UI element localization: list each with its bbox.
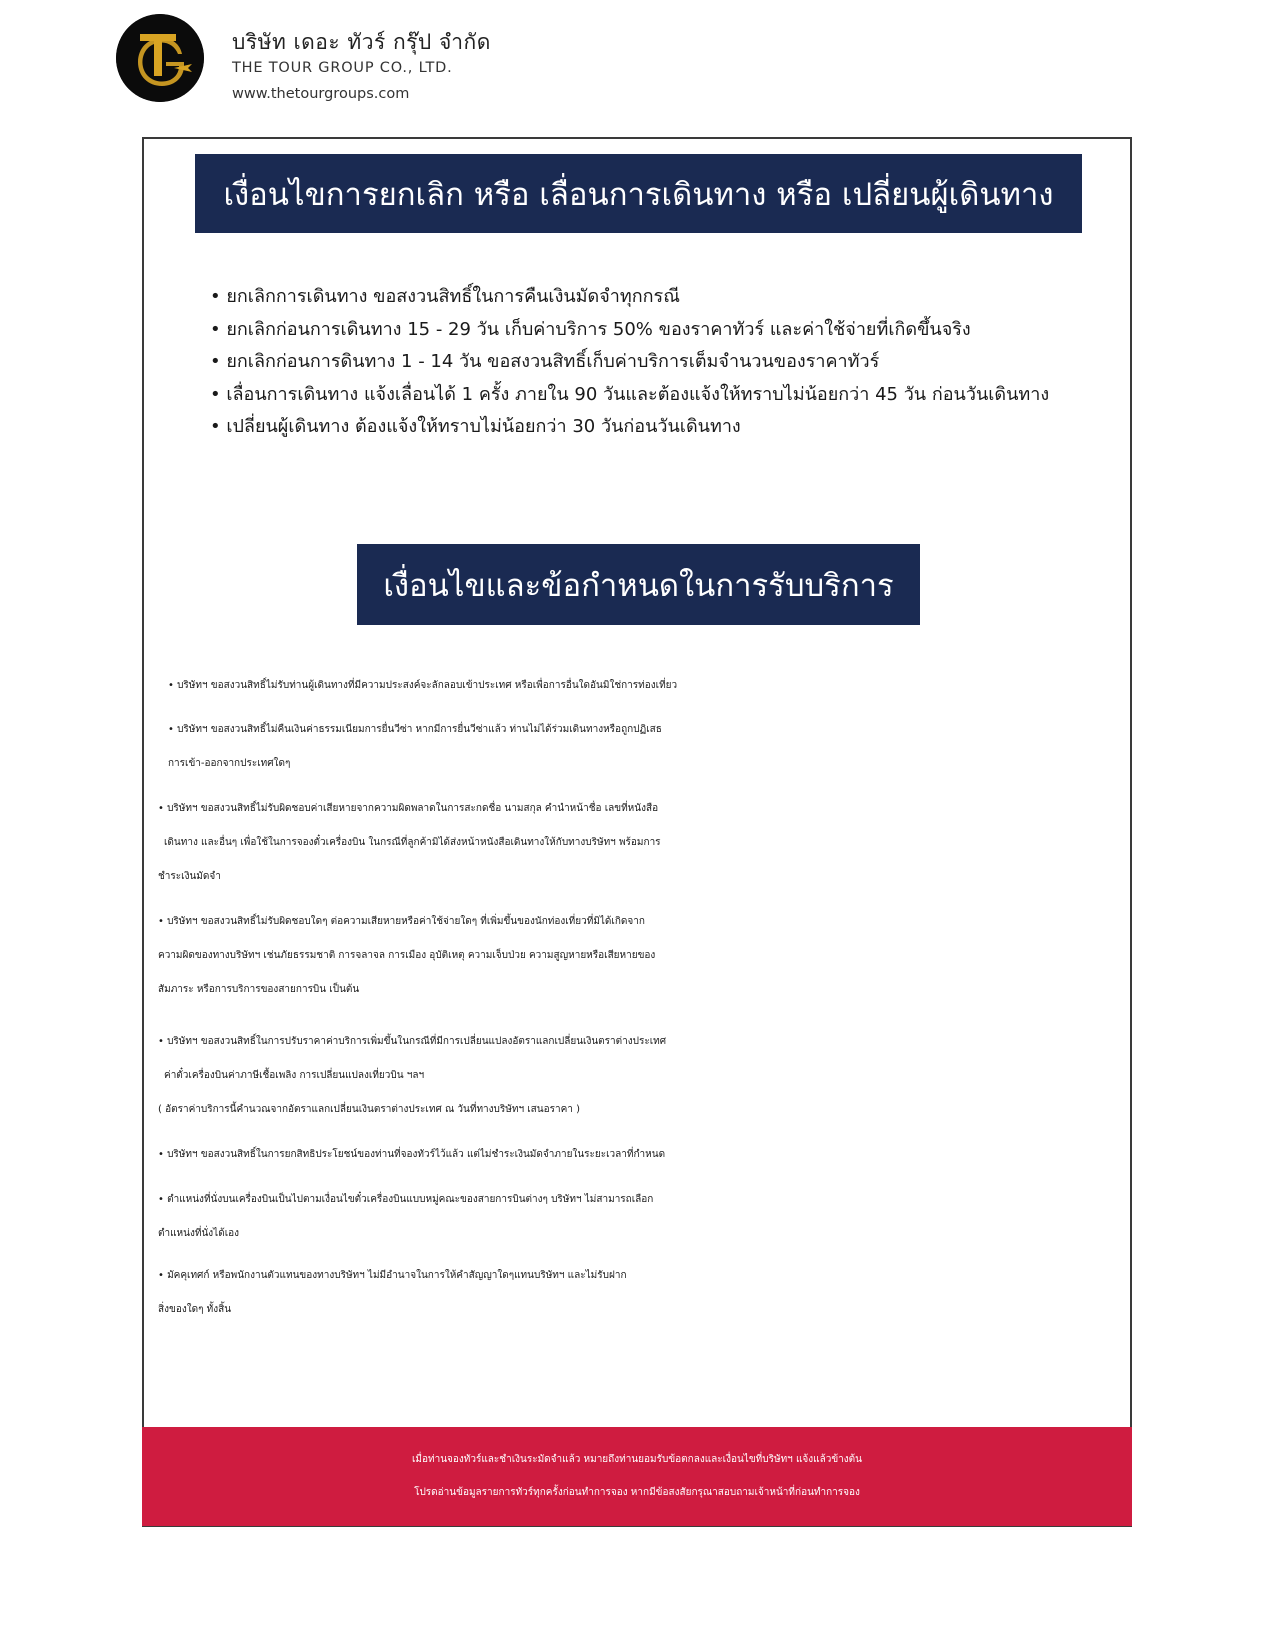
cancellation-title-banner <box>195 154 1082 233</box>
terms-list <box>158 669 1118 1327</box>
term-item <box>168 669 1118 703</box>
conditions-frame <box>142 137 1132 1527</box>
term-item <box>158 905 1118 1007</box>
term-line: ชำระเงินมัดจำ <box>158 871 221 882</box>
term-line: • บริษัทฯ ขอสงวนสิทธิ์ไม่คืนเงินค่าธรรมเนียมการยื่นวีซ่า หากมีการยื่นวีซ่าแล้ว ท่านไม่ได้ร่วมเดินทางหรือถูกปฏิเสธ <box>168 713 1118 747</box>
cancellation-title: เงื่อนไขการยกเลิก หรือ เลื่อนการเดินทาง หรือ เปลี่ยนผู้เดินทาง <box>223 176 1054 213</box>
term-line: • บริษัทฯ ขอสงวนสิทธิ์ในการยกสิทธิประโยชน์ของท่านที่จองทัวร์ไว้แล้ว แต่ไม่ชำระเงินมัดจำภายในระยะเวลาที่กำหนด <box>158 1138 1118 1172</box>
term-item <box>158 1183 1118 1251</box>
term-item <box>158 1025 1118 1127</box>
term-line: ( อัตราค่าบริการนี้คำนวณจากอัตราแลกเปลี่ยนเงินตราต่างประเทศ ณ วันที่ทางบริษัทฯ เสนอราคา ) <box>158 1104 580 1115</box>
term-line: • ตำแหน่งที่นั่งบนเครื่องบินเป็นไปตามเงื่อนไขตั๋วเครื่องบินแบบหมู่คณะของสายการบินต่างๆ บริษัทฯ ไม่สามารถเลือก <box>158 1183 1118 1217</box>
terms-title: เงื่อนไขและข้อกำหนดในการรับบริการ <box>383 567 894 604</box>
cancellation-item: • ยกเลิกก่อนการดินทาง 1 - 14 วัน ขอสงวนสิทธิ์เก็บค่าบริการเต็มจำนวนของราคาทัวร์ <box>210 346 1090 379</box>
cancellation-item: • เปลี่ยนผู้เดินทาง ต้องแจ้งให้ทราบไม่น้อยกว่า 30 วันก่อนวันเดินทาง <box>210 411 1090 444</box>
cancellation-item: • ยกเลิกก่อนการเดินทาง 15 - 29 วัน เก็บค่าบริการ 50% ของราคาทัวร์ และค่าใช้จ่ายที่เกิดขึ้นจริง <box>210 314 1090 347</box>
cancellation-item: • เลื่อนการเดินทาง แจ้งเลื่อนได้ 1 ครั้ง ภายใน 90 วันและต้องแจ้งให้ทราบไม่น้อยกว่า 45 วัน ก่อนวันเดินทาง <box>210 379 1090 412</box>
term-item <box>168 713 1118 781</box>
company-name-english: THE TOUR GROUP CO., LTD. <box>232 60 453 76</box>
term-line: ความผิดของทางบริษัทฯ เช่นภัยธรรมชาติ การจลาจล การเมือง อุบัติเหตุ ความเจ็บป่วย ความสูญหายหรือเสียหายของ <box>158 950 656 961</box>
term-line: • บริษัทฯ ขอสงวนสิทธิ์ไม่รับท่านผู้เดินทางที่มีความประสงค์จะลักลอบเข้าประเทศ หรือเพื่อการอื่นใดอันมิใช่การท่องเที่ยว <box>168 669 1118 703</box>
company-name-thai: บริษัท เดอะ ทัวร์ กรุ๊ป จำกัด <box>232 30 491 54</box>
company-website-link[interactable]: www.thetourgroups.com <box>232 86 410 102</box>
term-line: การเข้า-ออกจากประเทศใดๆ <box>168 758 291 769</box>
term-item <box>158 1138 1118 1172</box>
term-line: สัมภาระ หรือการบริการของสายการบิน เป็นต้น <box>158 984 360 995</box>
term-line: สิ่งของใดๆ ทั้งสิ้น <box>158 1304 232 1315</box>
footer-line-2: โปรดอ่านข้อมูลรายการทัวร์ทุกครั้งก่อนทำการจอง หากมีข้อสงสัยกรุณาสอบถามเจ้าหน้าที่ก่อนทำการจอง <box>414 1487 860 1498</box>
term-line: • บริษัทฯ ขอสงวนสิทธิ์ไม่รับผิดชอบใดๆ ต่อความเสียหายหรือค่าใช้จ่ายใดๆ ที่เพิ่มขึ้นของนักท่องเที่ยวที่มิได้เกิดจาก <box>158 905 1118 939</box>
cancellation-item: • ยกเลิกการเดินทาง ขอสงวนสิทธิ์ในการคืนเงินมัดจำทุกกรณี <box>210 281 1090 314</box>
term-line: ตำแหน่งที่นั่งได้เอง <box>158 1228 240 1239</box>
term-item <box>158 792 1118 894</box>
company-header <box>116 14 716 104</box>
term-line: เดินทาง และอื่นๆ เพื่อใช้ในการจองตั๋วเครื่องบิน ในกรณีที่ลูกค้ามิได้ส่งหน้าหนังสือเดินทางให้กับทางบริษัทฯ พร้อมการ <box>164 837 661 848</box>
footer-line-1: เมื่อท่านจองทัวร์และชำเงินระมัดจำแล้ว หมายถึงท่านยอมรับข้อตกลงและเงื่อนไขที่บริษัทฯ แจ้งแล้วข้างต้น <box>411 1454 863 1465</box>
term-line: ค่าตั๋วเครื่องบินค่าภาษีเชื้อเพลิง การเปลี่ยนแปลงเที่ยวบิน ฯลฯ <box>164 1070 425 1081</box>
term-item <box>158 1259 1118 1327</box>
term-line: • มัคคุเทศก์ หรือพนักงานตัวแทนของทางบริษัทฯ ไม่มีอำนาจในการให้คำสัญญาใดๆแทนบริษัทฯ และไม่รับฝาก <box>158 1259 1118 1293</box>
term-line: • บริษัทฯ ขอสงวนสิทธิ์ไม่รับผิดชอบค่าเสียหายจากความผิดพลาดในการสะกดชื่อ นามสกุล คำนำหน้าชื่อ เลขที่หนังสือ <box>158 792 1118 826</box>
cancellation-list <box>210 281 1090 444</box>
terms-title-banner <box>357 544 920 625</box>
term-line: • บริษัทฯ ขอสงวนสิทธิ์ในการปรับราคาค่าบริการเพิ่มขึ้นในกรณีที่มีการเปลี่ยนแปลงอัตราแลกเปลี่ยนเงินตราต่างประเทศ <box>158 1025 1118 1059</box>
footer-notice <box>142 1427 1132 1526</box>
tg-logo-icon <box>116 14 204 102</box>
company-logo <box>116 14 204 102</box>
